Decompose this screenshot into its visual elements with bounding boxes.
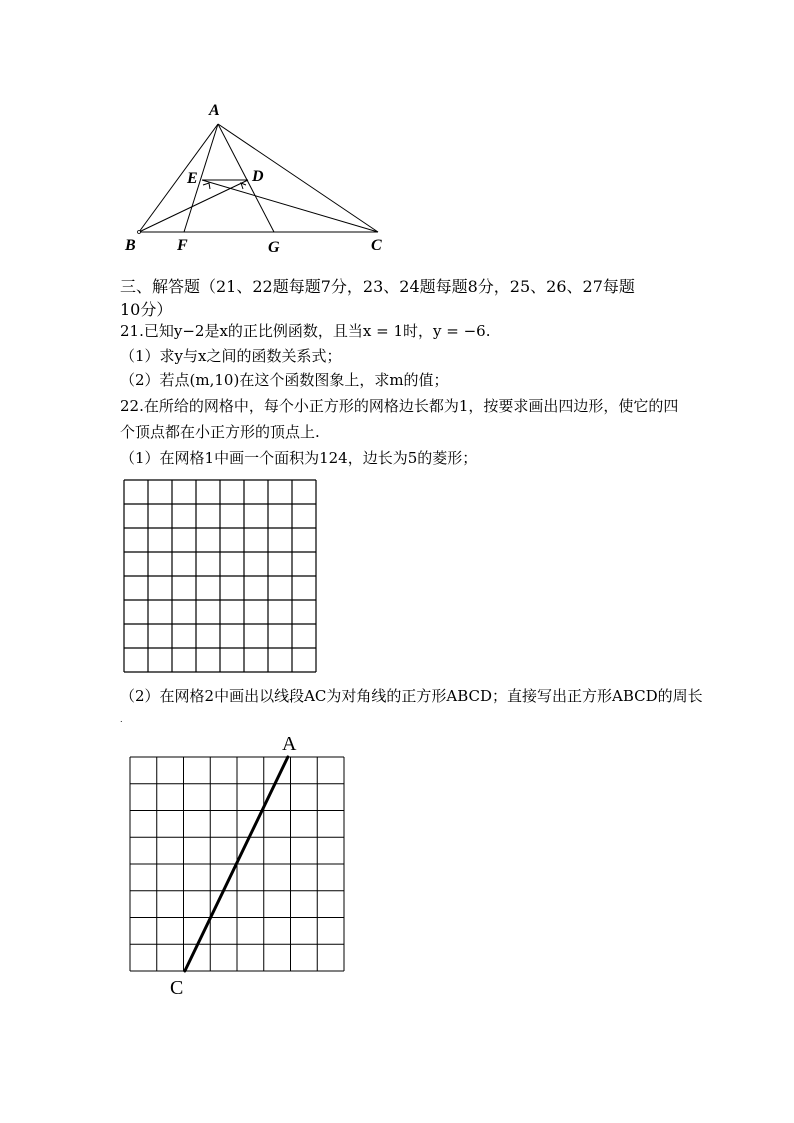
- label-B: B: [125, 237, 136, 254]
- q22-stem-line2: 个顶点都在小正方形的顶点上.: [120, 423, 320, 441]
- label-F: F: [177, 237, 188, 254]
- right-angle-mark-D: [241, 183, 246, 189]
- section-three-title-line1: 三、解答题（21、22题每题7分，23、24题每题8分，25、26、27每题: [120, 277, 635, 296]
- label-A: A: [209, 102, 220, 119]
- q22-part2-end: .: [120, 715, 123, 724]
- label-D: D: [252, 168, 264, 185]
- q21-part1: （1）求y与x之间的函数关系式；: [120, 347, 342, 365]
- segment-CE: [202, 180, 378, 232]
- q22-part2: （2）在网格2中画出以线段AC为对角线的正方形ABCD；直接写出正方形ABCD的周长: [120, 687, 703, 705]
- label-C: C: [371, 237, 382, 254]
- label-E: E: [187, 170, 198, 187]
- grid-2: [130, 757, 350, 977]
- segment-AC: [218, 124, 378, 232]
- q21-stem: 21.已知y−2是x的正比例函数，且当x = 1时，y = −6.: [120, 322, 491, 340]
- label-G: G: [268, 239, 280, 256]
- q22-stem-line1: 22.在所给的网格中，每个小正方形的网格边长都为1，按要求画出四边形，使它的四: [120, 397, 679, 415]
- grid2-label-A: A: [282, 733, 297, 755]
- right-angle-mark-E: [203, 183, 210, 189]
- section-three-title-line2: 10分）: [120, 300, 173, 319]
- q22-part1: （1）在网格1中画一个面积为124，边长为5的菱形；: [120, 449, 478, 467]
- segment-AG: [218, 124, 274, 232]
- segment-AB: [139, 124, 218, 232]
- q21-part2: （2）若点(m,10)在这个函数图象上，求m的值；: [120, 371, 449, 389]
- grid-1: [124, 480, 324, 680]
- grid2-label-C: C: [170, 977, 184, 999]
